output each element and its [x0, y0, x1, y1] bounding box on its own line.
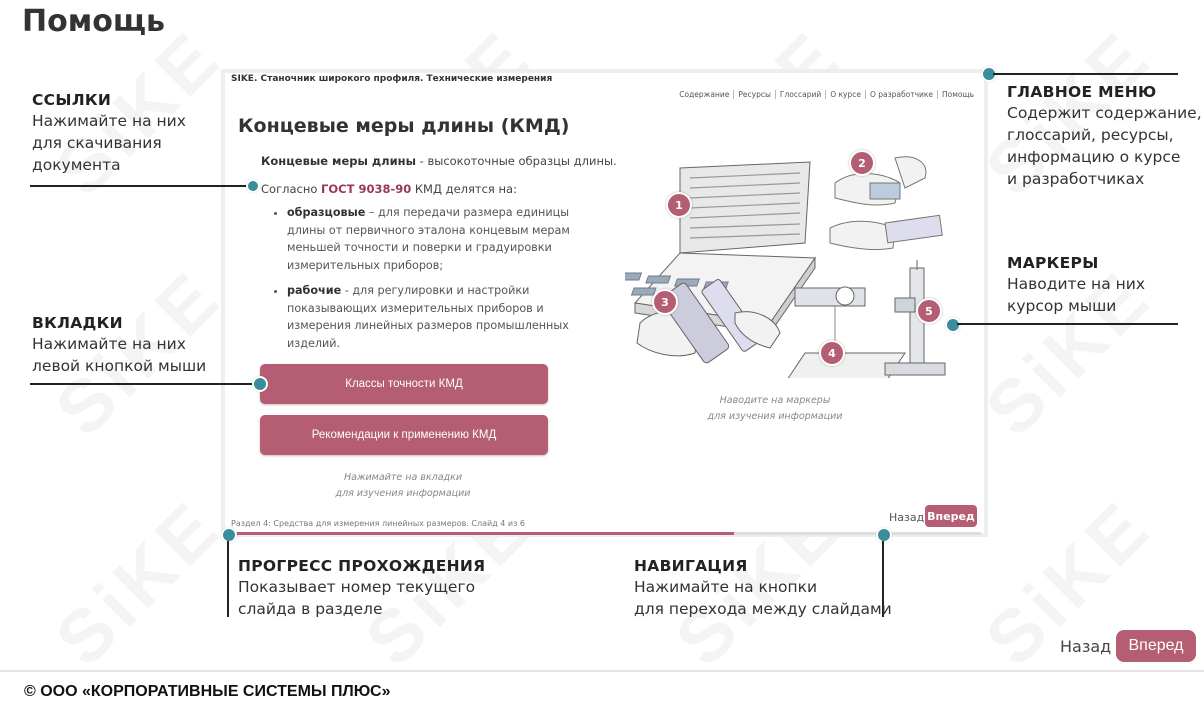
slide-heading: Концевые меры длины (КМД) [238, 115, 570, 137]
progress-bar [231, 532, 981, 535]
footer-divider [0, 670, 1204, 672]
gost-prefix: Согласно [261, 182, 322, 196]
wringing-blocks-image [830, 157, 942, 250]
list-item-term: рабочие [287, 284, 342, 297]
callout-navigation-text: Нажимайте на кнопки для перехода между слайдами [634, 578, 892, 618]
menu-item-about-course[interactable]: О курсе [825, 90, 865, 99]
menu-item-resources[interactable]: Ресурсы [733, 90, 775, 99]
callout-navigation-dot [876, 527, 892, 543]
callout-main-menu-line [993, 73, 1178, 75]
callout-main-menu-title: ГЛАВНОЕ МЕНЮ [1007, 83, 1157, 101]
list-item [287, 204, 607, 274]
main-menu [675, 90, 978, 99]
callout-progress-dot [221, 527, 237, 543]
slide-preview [221, 69, 988, 537]
tabs-hint: Нажимайте на вкладки для изучения информации [335, 472, 471, 499]
progress-label: Раздел 4: Средства для измерения линейных размеров. Слайд 4 из 6 [231, 519, 525, 528]
next-button[interactable]: Вперед [1116, 630, 1196, 662]
list-item [287, 282, 607, 352]
marker-1[interactable]: 1 [666, 192, 692, 218]
marker-2[interactable]: 2 [849, 150, 875, 176]
list-item-text: – для передачи размера единицы длины от первичного эталона концевым мерам меньшей точности и поверки и градуировки измерительных приборов; [287, 206, 570, 272]
marker-3[interactable]: 3 [652, 289, 678, 315]
marker-4[interactable]: 4 [819, 340, 845, 366]
gauge-blocks-illustration [625, 148, 985, 378]
menu-item-about-developer[interactable]: О разработчике [865, 90, 937, 99]
copyright: © ООО «КОРПОРАТИВНЫЕ СИСТЕМЫ ПЛЮС» [24, 683, 391, 700]
callout-progress-line [227, 541, 229, 617]
callout-links-text: Нажимайте на них для скачивания документа [32, 112, 186, 174]
callout-markers-dot [945, 317, 961, 333]
markers-hint: Наводите на маркеры для изучения информации [707, 395, 843, 422]
slide-next-button[interactable]: Вперед [925, 505, 977, 527]
callout-markers-title: МАРКЕРЫ [1007, 254, 1099, 272]
callout-progress-text: Показывает номер текущего слайда в разделе [238, 578, 476, 618]
gost-suffix: КМД делятся на: [411, 182, 517, 196]
page-title: Помощь [22, 4, 165, 39]
callout-links-title: ССЫЛКИ [32, 91, 112, 109]
list-item-text: - для регулировки и настройки показывающих измерительных приборов и измерения линейных размеров промышленных изделий. [287, 284, 569, 350]
intro-term: Концевые меры длины [261, 154, 416, 168]
intro-definition: - высокоточные образцы длины. [416, 154, 617, 168]
callout-markers-line [957, 323, 1178, 325]
list-item-term: образцовые [287, 206, 366, 219]
back-button[interactable]: Назад [1060, 637, 1112, 656]
menu-item-glossary[interactable]: Глоссарий [775, 90, 825, 99]
slide-back-button[interactable]: Назад [889, 511, 925, 524]
tab-accuracy-classes[interactable]: Классы точности КМД [260, 364, 548, 404]
callout-markers-text: Наводите на них курсор мыши [1007, 275, 1145, 315]
gost-line [261, 182, 517, 196]
tab-usage-recommendations[interactable]: Рекомендации к применению КМД [260, 415, 548, 455]
callout-links-dot [246, 179, 260, 193]
callout-progress-title: ПРОГРЕСС ПРОХОЖДЕНИЯ [238, 557, 486, 575]
callout-links-line [30, 185, 250, 187]
callout-tabs-text: Нажимайте на них левой кнопкой мыши [32, 335, 207, 375]
callout-tabs-line [30, 383, 256, 385]
course-title: SIKE. Станочник широкого профиля. Технические измерения [231, 74, 553, 84]
menu-item-help[interactable]: Помощь [937, 90, 978, 99]
menu-item-contents[interactable]: Содержание [679, 90, 730, 99]
intro-text [261, 154, 617, 168]
progress-fill [231, 532, 734, 535]
classification-list [257, 204, 607, 360]
callout-tabs-dot [252, 376, 268, 392]
gost-document-link[interactable]: ГОСТ 9038-90 [321, 182, 412, 196]
callout-main-menu-text: Содержит содержание, глоссарий, ресурсы, информацию о курсе и разработчиках [1007, 104, 1202, 188]
callout-navigation-title: НАВИГАЦИЯ [634, 557, 748, 575]
watermark [39, 483, 238, 682]
callout-tabs-title: ВКЛАДКИ [32, 314, 123, 332]
marker-5[interactable]: 5 [916, 298, 942, 324]
